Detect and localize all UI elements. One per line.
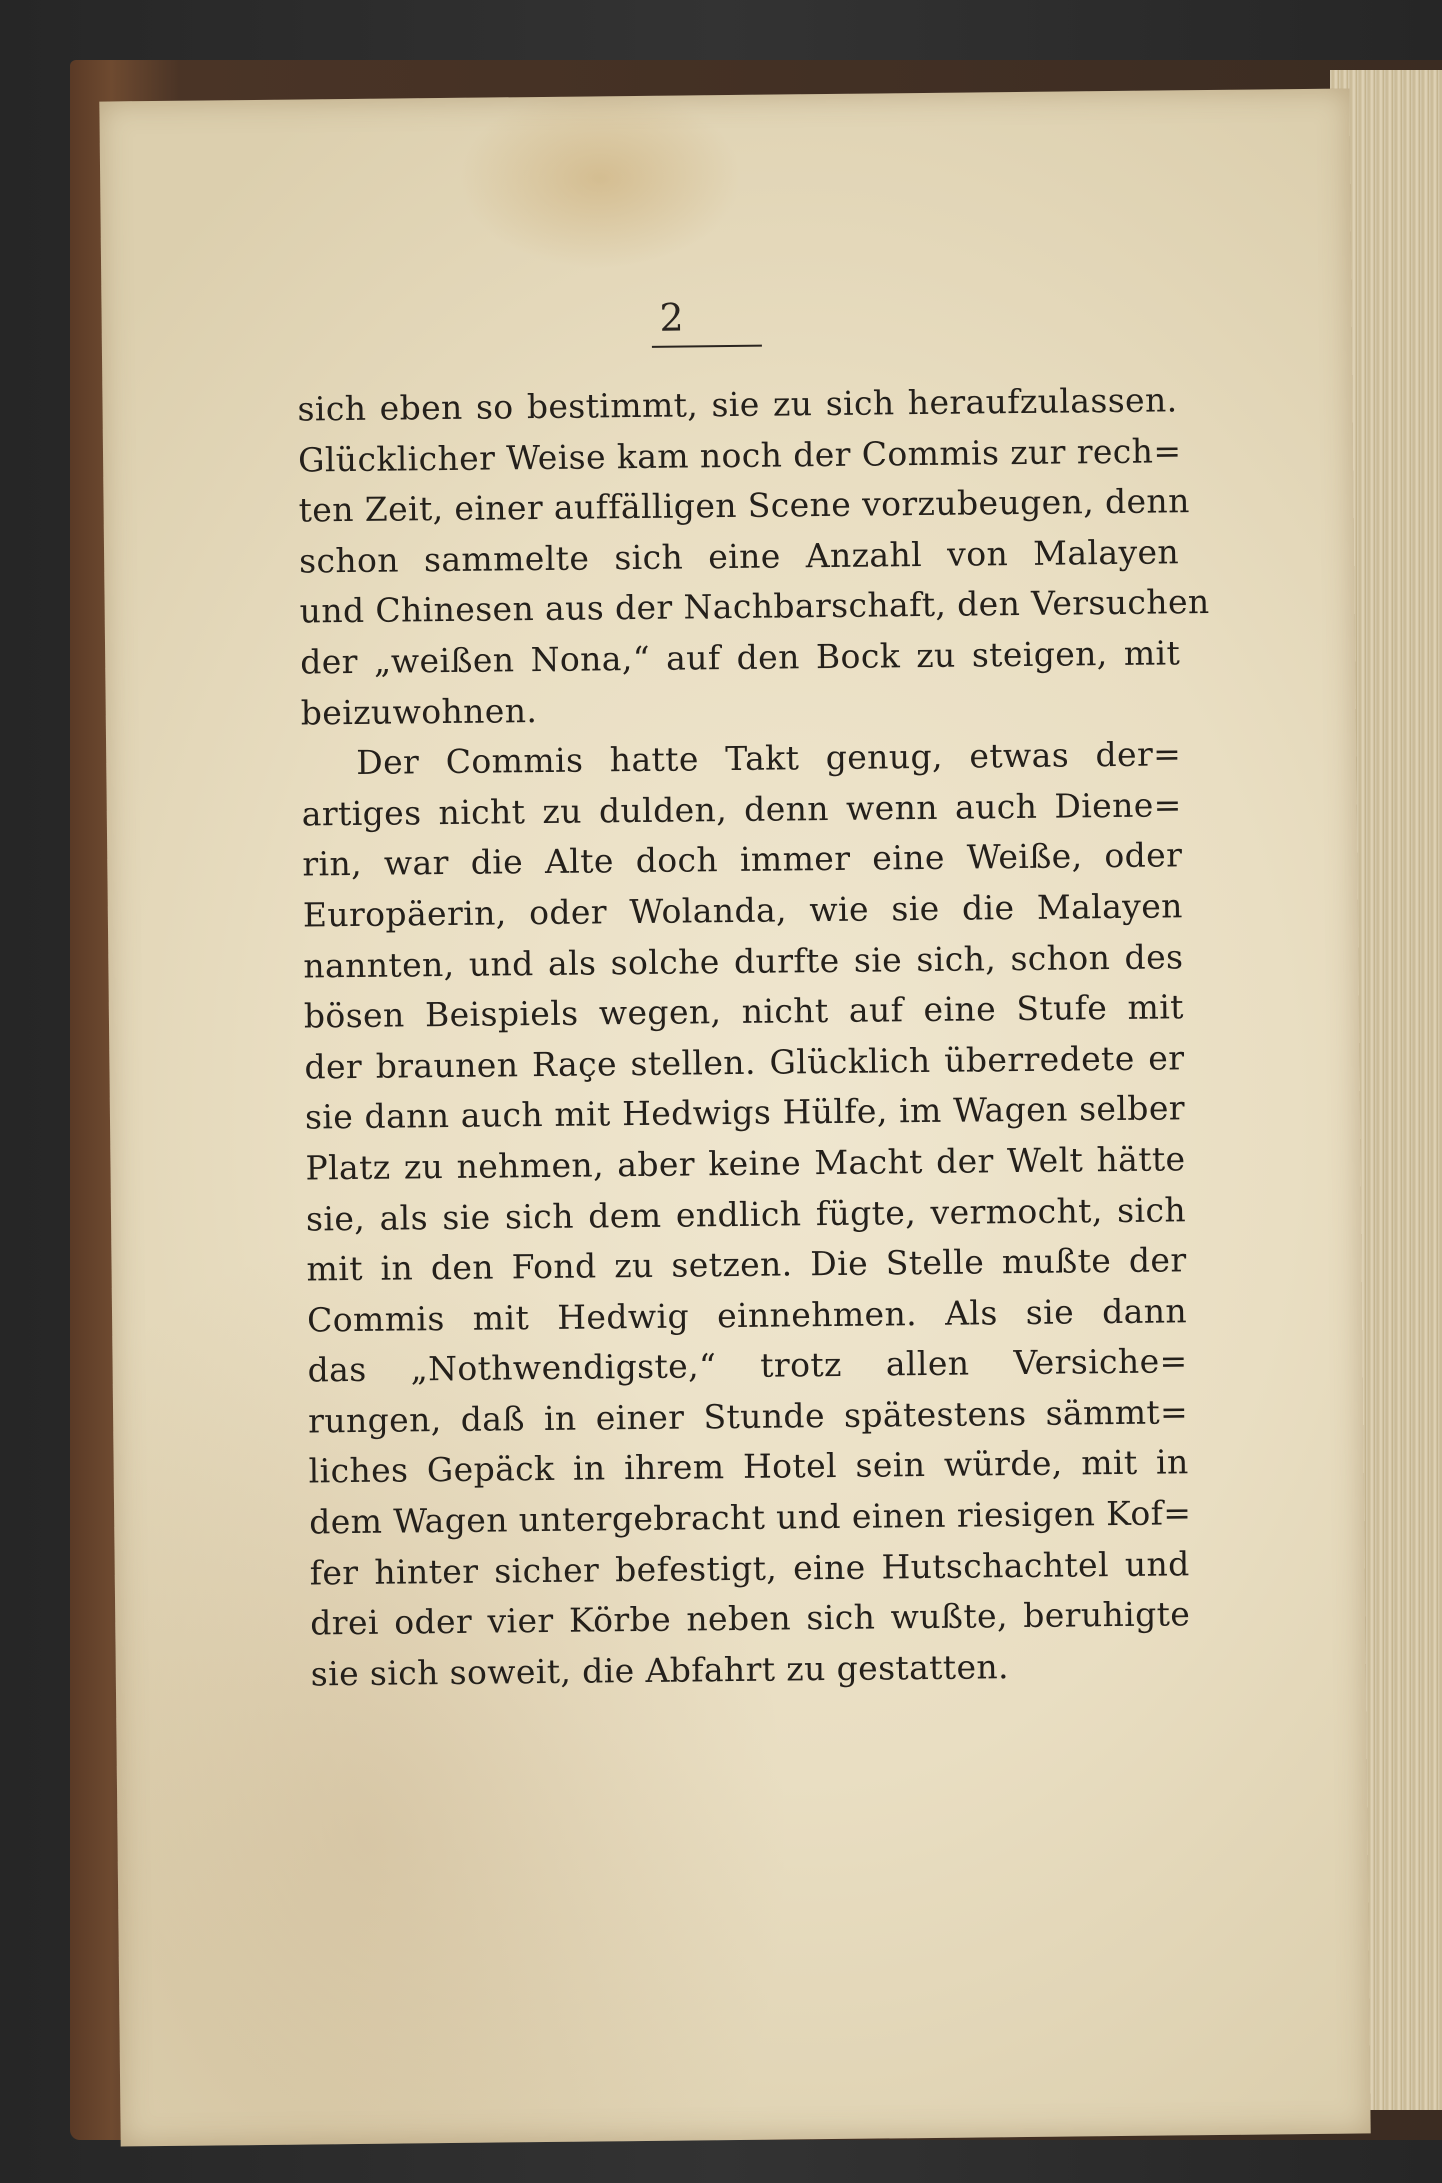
text-line: der braunen Raçe stellen. Glücklich überredete er	[304, 1038, 1185, 1087]
text-line: liches Gepäck in ihrem Hotel sein würde, mit in	[308, 1442, 1189, 1491]
page-number: 2	[659, 295, 684, 340]
text-line: artiges nicht zu dulden, denn wenn auch Diene=	[301, 785, 1182, 834]
body-text	[297, 375, 1210, 1700]
text-line: Platz zu nehmen, aber keine Macht der Welt hätte	[305, 1139, 1186, 1188]
text-line: beizuwohnen.	[300, 690, 538, 733]
text-line: Europäerin, oder Wolanda, wie sie die Malayen	[302, 886, 1184, 935]
text-line: mit in den Fond zu setzen. Die Stelle mußte der	[306, 1240, 1187, 1289]
text-line: sich eben so bestimmt, sie zu sich heraufzulassen.	[297, 380, 1178, 429]
text-line: bösen Beispiels wegen, nicht auf eine Stufe mit	[303, 987, 1185, 1036]
text-line: schon sammelte sich eine Anzahl von Malayen	[298, 532, 1180, 581]
text-line: fer hinter sicher befestigt, eine Hutschachtel und	[309, 1543, 1190, 1593]
text-line: ten Zeit, einer auffälligen Scene vorzubeugen, denn	[298, 481, 1190, 530]
text-line: Der Commis hatte Takt genug, etwas der=	[356, 734, 1182, 783]
text-line: rungen, daß in einer Stunde spätestens sämmt=	[307, 1392, 1189, 1441]
text-line: sie sich soweit, die Abfahrt zu gestatten.	[310, 1647, 1010, 1694]
text-line: sie dann auch mit Hedwigs Hülfe, im Wagen selber	[304, 1088, 1186, 1137]
text-line: rin, war die Alte doch immer eine Weiße, oder	[302, 835, 1183, 884]
text-line: das „Nothwendigste,“ trotz allen Versiche=	[307, 1341, 1188, 1390]
text-line: Commis mit Hedwig einnehmen. Als sie dann	[306, 1290, 1188, 1340]
text-line: dem Wagen untergebracht und einen riesigen Kof=	[309, 1493, 1192, 1542]
text-line: sie, als sie sich dem endlich fügte, vermocht, sich	[305, 1189, 1187, 1238]
header-rule	[652, 345, 762, 348]
text-line: nannten, und als solche durfte sie sich, schon des	[303, 936, 1184, 986]
book-page	[99, 89, 1370, 2147]
text-line: und Chinesen aus der Nachbarschaft, den Versuchen	[299, 582, 1210, 631]
text-line: der „weißen Nona,“ auf den Bock zu steigen, mit	[300, 633, 1181, 682]
text-line: drei oder vier Körbe neben sich wußte, beruhigte	[310, 1594, 1191, 1643]
text-line: Glücklicher Weise kam noch der Commis zur rech=	[297, 430, 1182, 480]
